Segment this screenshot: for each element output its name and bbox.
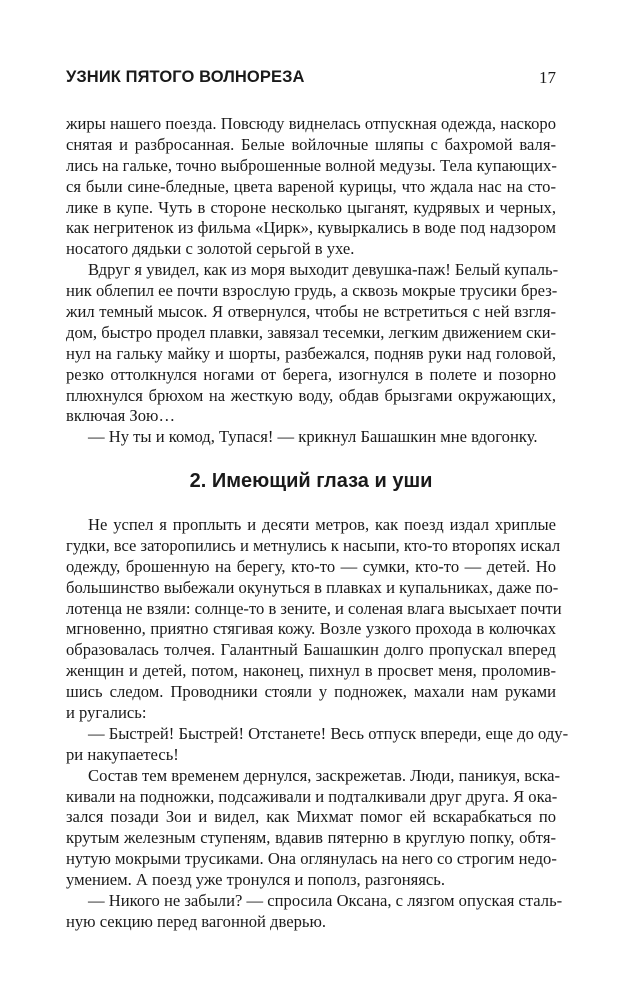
text-line: лике в купе. Чуть в стороне несколько цыганят, кудрявых и черных, xyxy=(66,197,556,217)
text-line: большинство выбежали окунуться в плавках и купальниках, даже по- xyxy=(66,577,559,597)
chapter-heading: 2. Имеющий глаза и уши xyxy=(189,470,433,492)
text-line: — Ну ты и комод, Тупася! — крикнул Башашкин мне вдогонку. xyxy=(88,427,538,447)
text-line: как негритенок из фильма «Цирк», кувыркались в воде под надзором xyxy=(66,218,556,238)
text-line: Состав тем временем дернулся, заскрежетав. Люди, паникуя, вска- xyxy=(88,765,561,785)
text-line: ся были сине-бледные, цвета вареной курицы, что ждала нас на сто- xyxy=(66,176,556,196)
text-line: Вдруг я увидел, как из моря выходит девушка-паж! Белый купаль- xyxy=(88,260,559,280)
text-line: образовалась толчея. Галантный Башашкин долго пропускал вперед xyxy=(66,640,556,660)
text-line: жиры нашего поезда. Повсюду виднелась отпускная одежда, наскоро xyxy=(66,114,556,133)
text-line: снятая и разбросанная. Белые войлочные шляпы с бахромой валя- xyxy=(66,134,556,154)
text-line: — Быстрей! Быстрей! Отстанете! Весь отпуск впереди, еще до оду- xyxy=(88,723,569,743)
text-line: носатого дядьки с золотой серьгой в ухе. xyxy=(66,239,355,259)
text-line: лотенца не взяли: солнце-то в зените, и соленая влага высыхает почти xyxy=(66,598,562,618)
text-line: нутую мокрыми трусиками. Она оглянулась на него со строгим недо- xyxy=(66,849,557,869)
text-line: резко оттолкнулся ногами от берега, изогнулся в полете и позорно xyxy=(66,364,556,384)
text-line: и ругались: xyxy=(66,703,147,723)
text-line: лись на гальке, точно выброшенные волной медузы. Тела купающих- xyxy=(66,155,557,175)
text-line: — Никого не забыли? — спросила Оксана, с лязгом опуская сталь- xyxy=(88,891,563,911)
page-number: 17 xyxy=(539,68,556,87)
text-line: кивали на подножки, подсаживали и подталкивали друг друга. Я ока- xyxy=(66,786,558,806)
text-line: шись следом. Проводники стояли у подножек, махали нам руками xyxy=(66,682,556,702)
text-line: нул на гальку майку и шорты, разбежался, подняв руки над головой, xyxy=(66,343,556,363)
text-line: дом, быстро продел плавки, завязал тесемки, легким движением ски- xyxy=(66,322,556,342)
text-line: жил темный мысок. Я отвернулся, чтобы не встретиться с ней взгля- xyxy=(66,302,556,322)
text-line: Не успел я проплыть и десяти метров, как поезд издал хриплые xyxy=(88,515,556,534)
text-line: крутым железным ступеням, вдавив пятерню в круглую попку, обтя- xyxy=(66,828,556,848)
text-line: женщин и детей, потом, наконец, пихнул в просвет меня, проломив- xyxy=(66,661,556,681)
text-block-2 xyxy=(66,515,569,933)
text-line: одежду, брошенную на берегу, кто-то — сумки, кто-то — детей. Но xyxy=(66,556,556,576)
running-header xyxy=(66,68,556,92)
text-line: плюхнулся брюхом на жесткую воду, обдав брызгами окружающих, xyxy=(66,385,556,405)
running-title: УЗНИК ПЯТОГО ВОЛНОРЕЗА xyxy=(66,68,305,86)
text-line: умением. А поезд уже тронулся и пополз, разгоняясь. xyxy=(66,870,445,890)
text-line: гудки, все заторопились и метнулись к насыпи, кто-то второпях искал xyxy=(66,535,561,555)
text-line: ную секцию перед вагонной дверью. xyxy=(66,911,327,931)
text-block-1 xyxy=(66,114,559,448)
text-line: ник облепил ее почти взрослую грудь, а сквозь мокрые трусики брез- xyxy=(66,281,558,301)
text-line: зался позади Зои и видел, как Михмат помог ей вскарабкаться по xyxy=(66,807,556,827)
text-line: мгновенно, приятно стягивая кожу. Возле узкого прохода в колючках xyxy=(66,619,556,639)
text-line: включая Зою… xyxy=(66,406,176,426)
text-line: ри накупаетесь! xyxy=(66,744,179,764)
